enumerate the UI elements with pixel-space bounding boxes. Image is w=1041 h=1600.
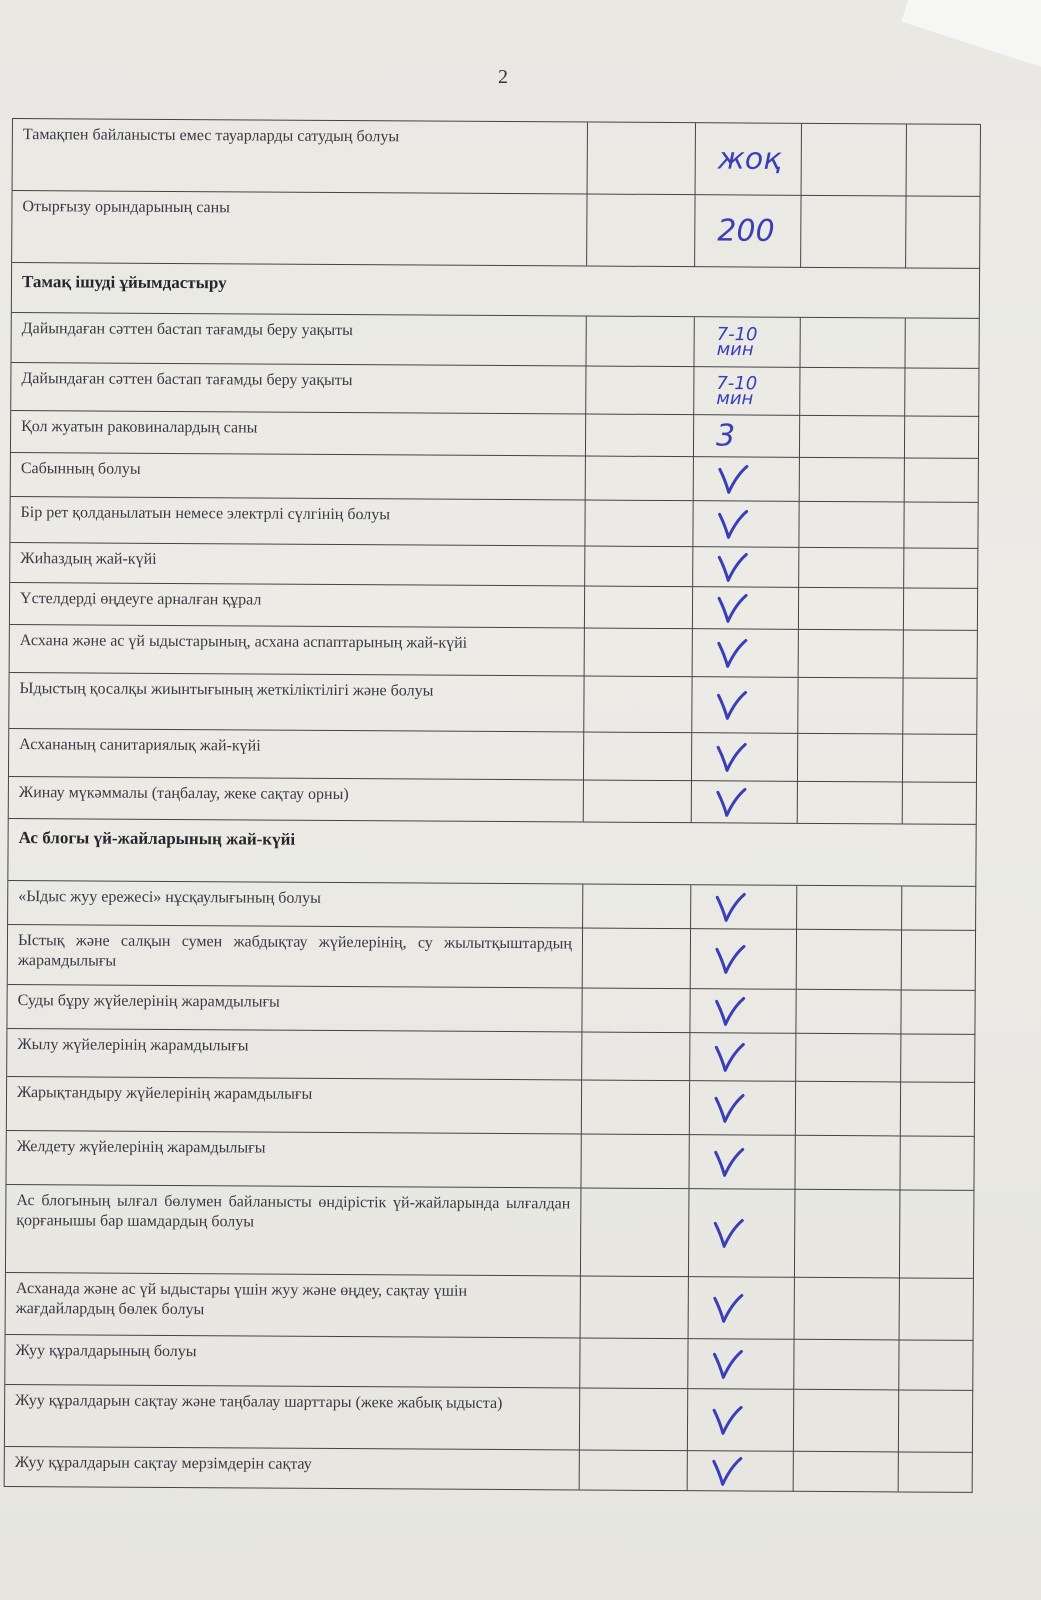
table-row	[6, 1185, 975, 1279]
empty-cell	[586, 415, 694, 458]
criterion-label: Жуу құралдарын сақтау және таңбалау шарттары (жеке жабық ыдыста)	[5, 1385, 580, 1451]
table-row	[5, 1385, 973, 1453]
table-row	[10, 543, 978, 589]
check-mark-icon	[716, 463, 750, 495]
table-row	[5, 1335, 973, 1391]
mark-cell	[693, 629, 799, 678]
criterion-label: Асхананың санитариялық жай-күйі	[9, 729, 584, 781]
mark-cell	[691, 885, 797, 930]
empty-cell	[905, 318, 979, 368]
table-row	[8, 925, 976, 991]
empty-cell	[802, 124, 907, 197]
handwritten-value: 7-10 мин	[716, 323, 758, 361]
empty-cell	[798, 782, 903, 825]
table-row	[8, 881, 976, 931]
empty-cell	[900, 1190, 975, 1278]
empty-cell	[799, 588, 904, 631]
empty-cell	[905, 416, 979, 458]
check-mark-icon	[714, 689, 748, 721]
check-mark-icon	[713, 943, 747, 975]
empty-cell	[899, 1452, 973, 1492]
mark-cell	[688, 1339, 794, 1390]
empty-cell	[795, 1136, 900, 1191]
empty-cell	[798, 734, 903, 783]
table-row	[11, 411, 979, 459]
check-mark-icon	[713, 891, 747, 923]
table-row	[12, 313, 980, 369]
empty-cell	[586, 457, 694, 502]
empty-cell	[586, 367, 694, 416]
criterion-label: Бір рет қолданылатын немесе электрлі сүлгінің болуы	[10, 497, 585, 547]
empty-cell	[799, 502, 904, 549]
check-mark-icon	[710, 1348, 744, 1380]
section-row	[8, 819, 976, 887]
inspection-table	[4, 118, 981, 1493]
empty-cell	[901, 1082, 975, 1136]
mark-cell	[688, 1451, 794, 1492]
criterion-label: Үстелдерді өңдеуге арналған құрал	[10, 583, 585, 629]
empty-cell	[580, 1450, 688, 1491]
empty-cell	[587, 195, 695, 268]
check-mark-icon	[711, 1217, 745, 1249]
empty-cell	[585, 587, 693, 630]
empty-cell	[798, 678, 903, 735]
check-mark-icon	[712, 1092, 746, 1124]
handwritten-value: жоқ	[717, 141, 782, 177]
mark-cell	[688, 1389, 794, 1452]
check-mark-icon	[715, 508, 749, 540]
empty-cell	[584, 733, 692, 782]
empty-cell	[904, 502, 978, 548]
empty-cell	[903, 678, 977, 734]
criterion-label: Асхана және ас үй ыдыстарының, асхана аспаптарының жай-күйі	[10, 625, 585, 677]
table-row	[9, 777, 977, 825]
empty-cell	[904, 630, 978, 678]
criterion-label: Жарықтандыру жүйелерінің жарамдылығы	[7, 1077, 582, 1135]
mark-cell	[691, 929, 797, 990]
criterion-label: Жуу құралдарын сақтау мерзімдерін сақтау	[5, 1447, 580, 1491]
empty-cell	[800, 368, 905, 417]
criterion-label: «Ыдыс жуу ережесі» нұсқаулығының болуы	[8, 881, 583, 929]
check-mark-icon	[710, 1455, 744, 1487]
section-row	[12, 263, 980, 319]
empty-cell	[902, 930, 976, 990]
check-mark-icon	[715, 551, 749, 583]
empty-cell	[796, 1082, 901, 1137]
check-mark-icon	[715, 592, 749, 624]
table-row	[9, 673, 977, 735]
mark-cell	[694, 367, 800, 416]
mark-cell	[692, 733, 798, 782]
page-number: 2	[498, 66, 508, 88]
empty-cell	[796, 990, 901, 1035]
empty-cell	[581, 1276, 689, 1339]
mark-cell	[690, 1033, 796, 1082]
table-row	[9, 729, 977, 783]
table-row	[6, 1131, 974, 1191]
empty-cell	[902, 886, 976, 930]
empty-cell	[905, 368, 979, 416]
empty-cell	[797, 930, 902, 991]
empty-cell	[901, 1034, 975, 1082]
empty-cell	[799, 548, 904, 589]
handwritten-value: 200	[717, 213, 775, 249]
table-row	[13, 119, 981, 197]
table-row	[11, 363, 979, 417]
table-row	[7, 1077, 975, 1137]
mark-cell	[690, 1081, 796, 1136]
empty-cell	[585, 629, 693, 678]
empty-cell	[585, 501, 693, 548]
criterion-label: Дайындаған сәттен бастап тағамды беру уақыты	[11, 363, 586, 415]
empty-cell	[900, 1136, 974, 1190]
mark-cell	[694, 415, 800, 458]
empty-cell	[903, 734, 977, 782]
empty-cell	[799, 630, 904, 679]
table-row	[6, 1273, 974, 1341]
empty-cell	[580, 1388, 688, 1451]
check-mark-icon	[714, 786, 748, 818]
criterion-label: Желдету жүйелерінің жарамдылығы	[6, 1131, 581, 1189]
empty-cell	[586, 317, 694, 368]
mark-cell	[689, 1189, 796, 1278]
empty-cell	[795, 1278, 900, 1341]
empty-cell	[794, 1390, 899, 1453]
empty-cell	[585, 547, 693, 588]
section-title: Тамақ ішуді ұйымдастыру	[12, 263, 980, 319]
criterion-label: Жиһаздың жай-күйі	[10, 543, 585, 587]
empty-cell	[583, 929, 691, 990]
empty-cell	[582, 1033, 690, 1082]
criterion-label: Жинау мүкәммалы (таңбалау, жеке сақтау орны)	[9, 777, 584, 823]
check-mark-icon	[712, 1146, 746, 1178]
empty-cell	[796, 1034, 901, 1083]
check-mark-icon	[715, 637, 749, 669]
empty-cell	[580, 1338, 688, 1389]
mark-cell	[696, 123, 802, 196]
table-row	[12, 191, 980, 269]
handwritten-value: 7-10 мин	[716, 372, 758, 410]
check-mark-icon	[712, 1041, 746, 1073]
table-row	[11, 453, 979, 503]
empty-cell	[899, 1340, 973, 1390]
check-mark-icon	[714, 741, 748, 773]
mark-cell	[693, 547, 799, 588]
empty-cell	[904, 548, 978, 588]
empty-cell	[581, 1134, 689, 1189]
criterion-label: Сабынның болуы	[11, 453, 586, 501]
mark-cell	[693, 501, 799, 548]
table-row	[10, 497, 978, 549]
mark-cell	[693, 587, 799, 630]
criterion-label: Қол жуатын раковиналардың саны	[11, 411, 586, 457]
mark-cell	[692, 781, 798, 824]
empty-cell	[905, 458, 979, 502]
criterion-label: Ас блогының ылғал бөлумен байланысты өндірістік үй-жайларында ылғалдан қорғанышы бар шамдардың болуы	[6, 1185, 582, 1277]
empty-cell	[795, 1190, 901, 1279]
empty-cell	[800, 318, 905, 369]
empty-cell	[581, 1188, 690, 1277]
page-corner	[901, 0, 1041, 74]
empty-cell	[584, 677, 692, 734]
mark-cell	[689, 1135, 795, 1190]
mark-cell	[695, 195, 801, 268]
check-mark-icon	[712, 995, 746, 1027]
empty-cell	[797, 886, 902, 931]
criterion-label: Асханада және ас үй ыдыстары үшін жуу және өңдеу, сақтау үшін жағдайлардың бөлек болуы	[6, 1273, 581, 1339]
table-row	[5, 1447, 973, 1493]
empty-cell	[900, 1278, 974, 1340]
empty-cell	[901, 990, 975, 1034]
criterion-label: Тамақпен байланысты емес тауарларды сатудың болуы	[13, 119, 588, 195]
empty-cell	[903, 782, 977, 824]
table-row	[10, 625, 978, 679]
empty-cell	[904, 588, 978, 630]
empty-cell	[582, 1081, 690, 1136]
empty-cell	[794, 1452, 899, 1493]
table-row	[10, 583, 978, 631]
empty-cell	[582, 989, 690, 1034]
table-row	[7, 1029, 975, 1083]
empty-cell	[583, 885, 691, 930]
empty-cell	[801, 196, 906, 269]
empty-cell	[800, 458, 905, 503]
check-mark-icon	[711, 1292, 745, 1324]
section-title: Ас блогы үй-жайларының жай-күйі	[8, 819, 976, 887]
criterion-label: Жуу құралдарының болуы	[5, 1335, 580, 1389]
empty-cell	[584, 781, 692, 824]
mark-cell	[692, 677, 798, 734]
empty-cell	[907, 124, 981, 196]
criterion-label: Дайындаған сәттен бастап тағамды беру уақыты	[12, 313, 587, 367]
table-row	[7, 985, 975, 1035]
empty-cell	[588, 123, 696, 196]
empty-cell	[800, 416, 905, 459]
empty-cell	[794, 1340, 899, 1391]
mark-cell	[689, 1277, 795, 1340]
criterion-label: Ыдыстың қосалқы жиынтығының жеткіліктілігі және болуы	[9, 673, 584, 733]
handwritten-value: 3	[715, 418, 736, 454]
empty-cell	[906, 196, 980, 268]
criterion-label: Жылу жүйелерінің жарамдылығы	[7, 1029, 582, 1081]
mark-cell	[690, 989, 796, 1034]
mark-cell	[694, 457, 800, 502]
check-mark-icon	[710, 1404, 744, 1436]
mark-cell	[694, 317, 800, 368]
criterion-label: Отырғызу орындарының саны	[12, 191, 587, 267]
criterion-label: Суды бұру жүйелерінің жарамдылығы	[7, 985, 582, 1033]
criterion-label: Ыстық және салқын сумен жабдықтау жүйелерінің, су жылытқыштардың жарамдылығы	[8, 925, 583, 989]
empty-cell	[899, 1390, 973, 1452]
